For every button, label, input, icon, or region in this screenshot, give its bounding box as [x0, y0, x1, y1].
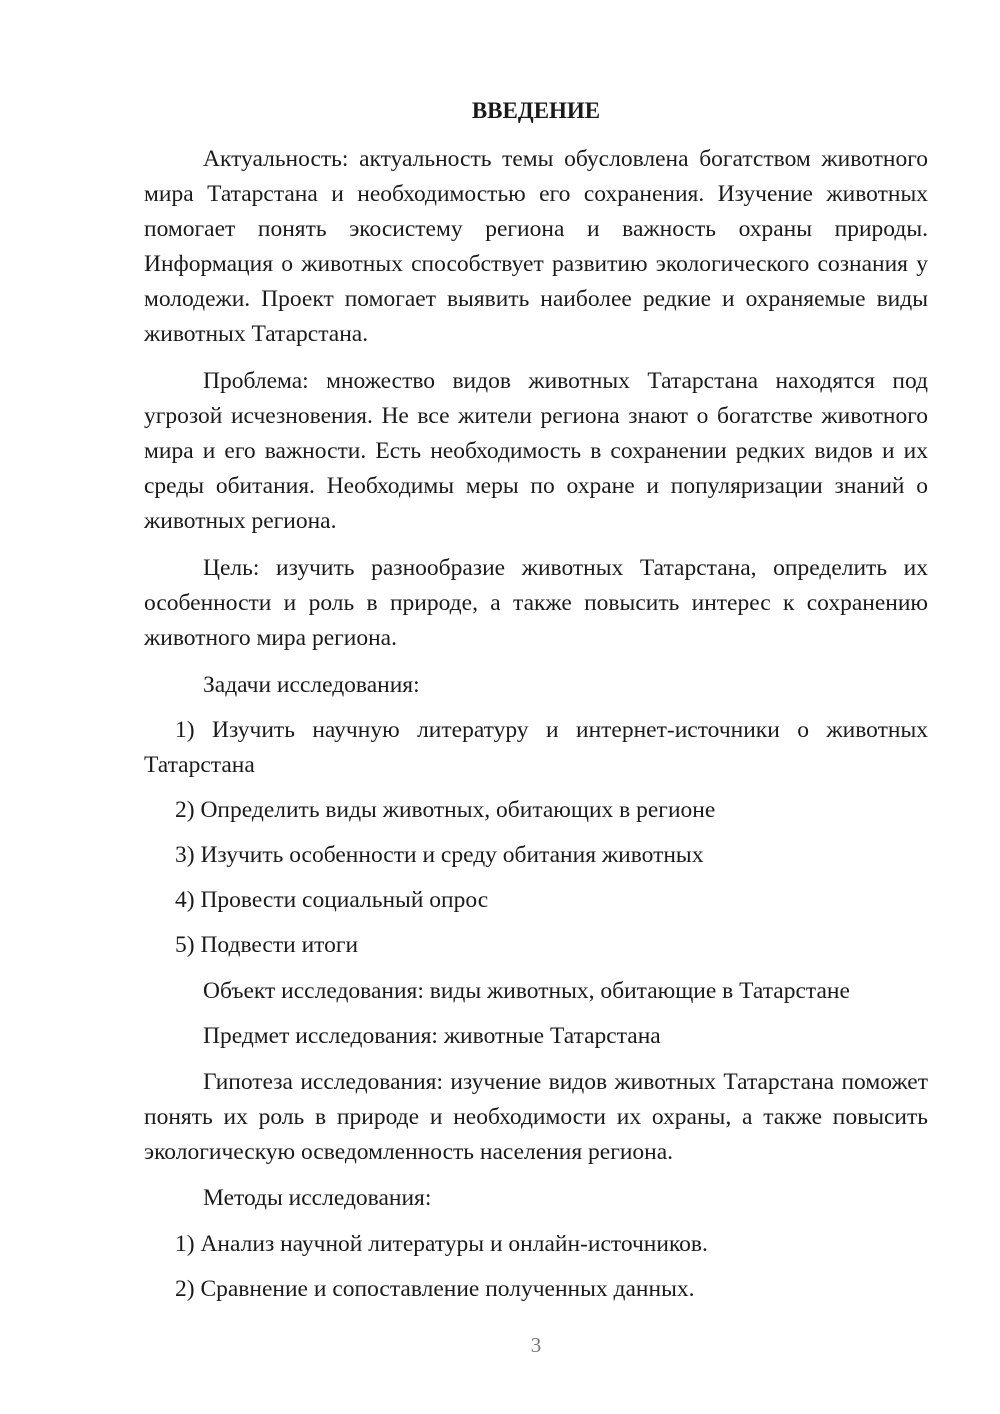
section-title: ВВЕДЕНИЕ — [471, 98, 601, 123]
relevance-paragraph: Актуальность: актуальность темы обусловлена богатством животного мира Татарстана и необходимостью его сохранения. Изучение животных помогает понять экосистему региона и важность охраны природы. Информация о животных способствует развитию экологического сознания у молодежи. Проект помогает выявить наиболее редкие и охраняемые виды животных Татарстана. — [144, 146, 928, 347]
goal-paragraph: Цель: изучить разнообразие животных Татарстана, определить их особенности и роль в природе, а также повысить интерес к сохранению животного мира региона. — [144, 555, 928, 651]
task-item: 3) Изучить особенности и среду обитания животных — [175, 842, 704, 868]
task-item: 1) Изучить научную литературу и интернет-источники о животных Татарстана — [144, 717, 928, 778]
task-item: 4) Провести социальный опрос — [175, 887, 489, 913]
hypothesis-paragraph: Гипотеза исследования: изучение видов животных Татарстана поможет понять их роль в природе и необходимости их охраны, а также повысить экологическую осведомленность населения региона. — [144, 1069, 928, 1165]
problem-paragraph: Проблема: множество видов животных Татарстана находятся под угрозой исчезновения. Не все жители региона знают о богатстве животного мира и его важности. Есть необходимость в сохранении редких видов и их среды обитания. Необходимы меры по охране и популяризации знаний о животных региона. — [144, 368, 928, 534]
tasks-heading: Задачи исследования: — [203, 672, 420, 698]
object-paragraph: Объект исследования: виды животных, обитающие в Татарстане — [203, 978, 850, 1004]
page-number: 3 — [530, 1333, 542, 1357]
task-item: 2) Определить виды животных, обитающих в регионе — [175, 797, 716, 823]
subject-paragraph: Предмет исследования: животные Татарстана — [203, 1023, 661, 1049]
method-item: 2) Сравнение и сопоставление полученных данных. — [175, 1276, 695, 1302]
methods-heading: Методы исследования: — [203, 1185, 432, 1211]
method-item: 1) Анализ научной литературы и онлайн-источников. — [175, 1231, 708, 1257]
task-item: 5) Подвести итоги — [175, 932, 359, 958]
